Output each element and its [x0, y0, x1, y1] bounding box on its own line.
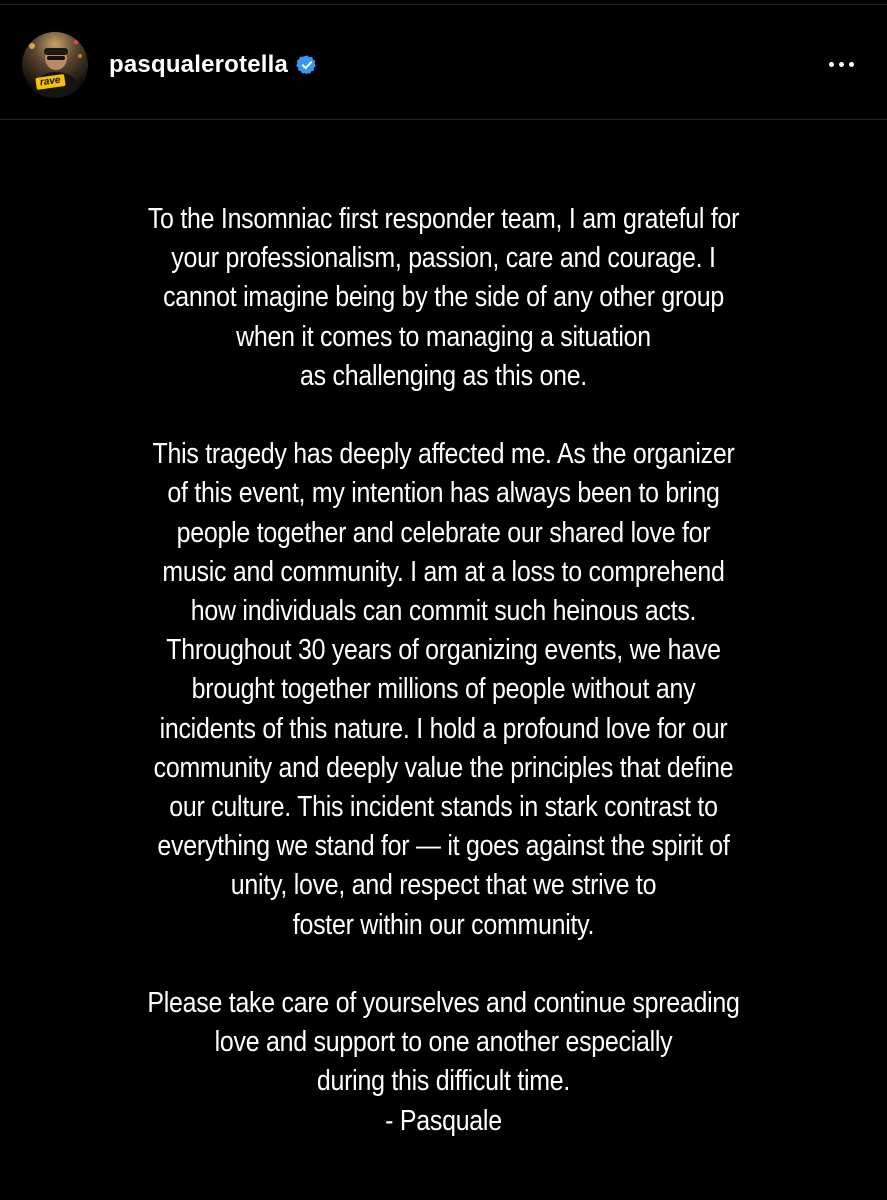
username-row [109, 50, 318, 80]
top-divider [0, 4, 887, 5]
message-line: as challenging as this one. [300, 359, 587, 392]
message-line: foster within our community. [292, 908, 595, 941]
more-dot [849, 62, 854, 67]
avatar[interactable] [22, 32, 88, 98]
message-line: people together and celebrate our shared love for [176, 516, 711, 549]
signature: - Pasquale [385, 1104, 502, 1137]
message-line: community and deeply value the principles that define [153, 751, 734, 784]
post-header [0, 0, 887, 120]
message-line: how individuals can commit such heinous acts. [190, 595, 697, 628]
avatar-image [22, 32, 88, 98]
more-options-icon[interactable] [821, 52, 861, 76]
verified-badge-icon [296, 54, 318, 76]
post-message [40, 200, 847, 1141]
paragraph-gap [40, 945, 847, 984]
message-line: when it comes to managing a situation [236, 320, 651, 353]
avatar-badge: rave [35, 74, 65, 90]
more-dot [829, 62, 834, 67]
message-line: everything we stand for — it goes against the spirit of [157, 830, 730, 863]
message-line: incidents of this nature. I hold a profound love for our [159, 712, 728, 745]
message-line: our culture. This incident stands in stark contrast to [169, 791, 718, 824]
paragraph-gap [40, 396, 847, 435]
message-line: Throughout 30 years of organizing events, we have [166, 634, 721, 667]
message-line: cannot imagine being by the side of any other group [163, 281, 724, 314]
username[interactable]: pasqualerotella [109, 51, 289, 78]
message-line: This tragedy has deeply affected me. As the organizer [152, 438, 735, 471]
message-line: brought together millions of people without any [191, 673, 696, 706]
message-line: during this difficult time. [316, 1065, 571, 1098]
message-line: To the Insomniac first responder team, I am grateful for [147, 203, 740, 235]
message-line: your professionalism, passion, care and courage. I [171, 242, 716, 275]
message-line: unity, love, and respect that we strive to [230, 869, 657, 902]
more-dot [839, 62, 844, 67]
message-line: Please take care of yourselves and continue spreading [147, 987, 740, 1020]
message-line: of this event, my intention has always been to bring [167, 477, 720, 510]
message-line: music and community. I am at a loss to comprehend [162, 555, 725, 588]
message-line: love and support to one another especially [214, 1026, 673, 1059]
